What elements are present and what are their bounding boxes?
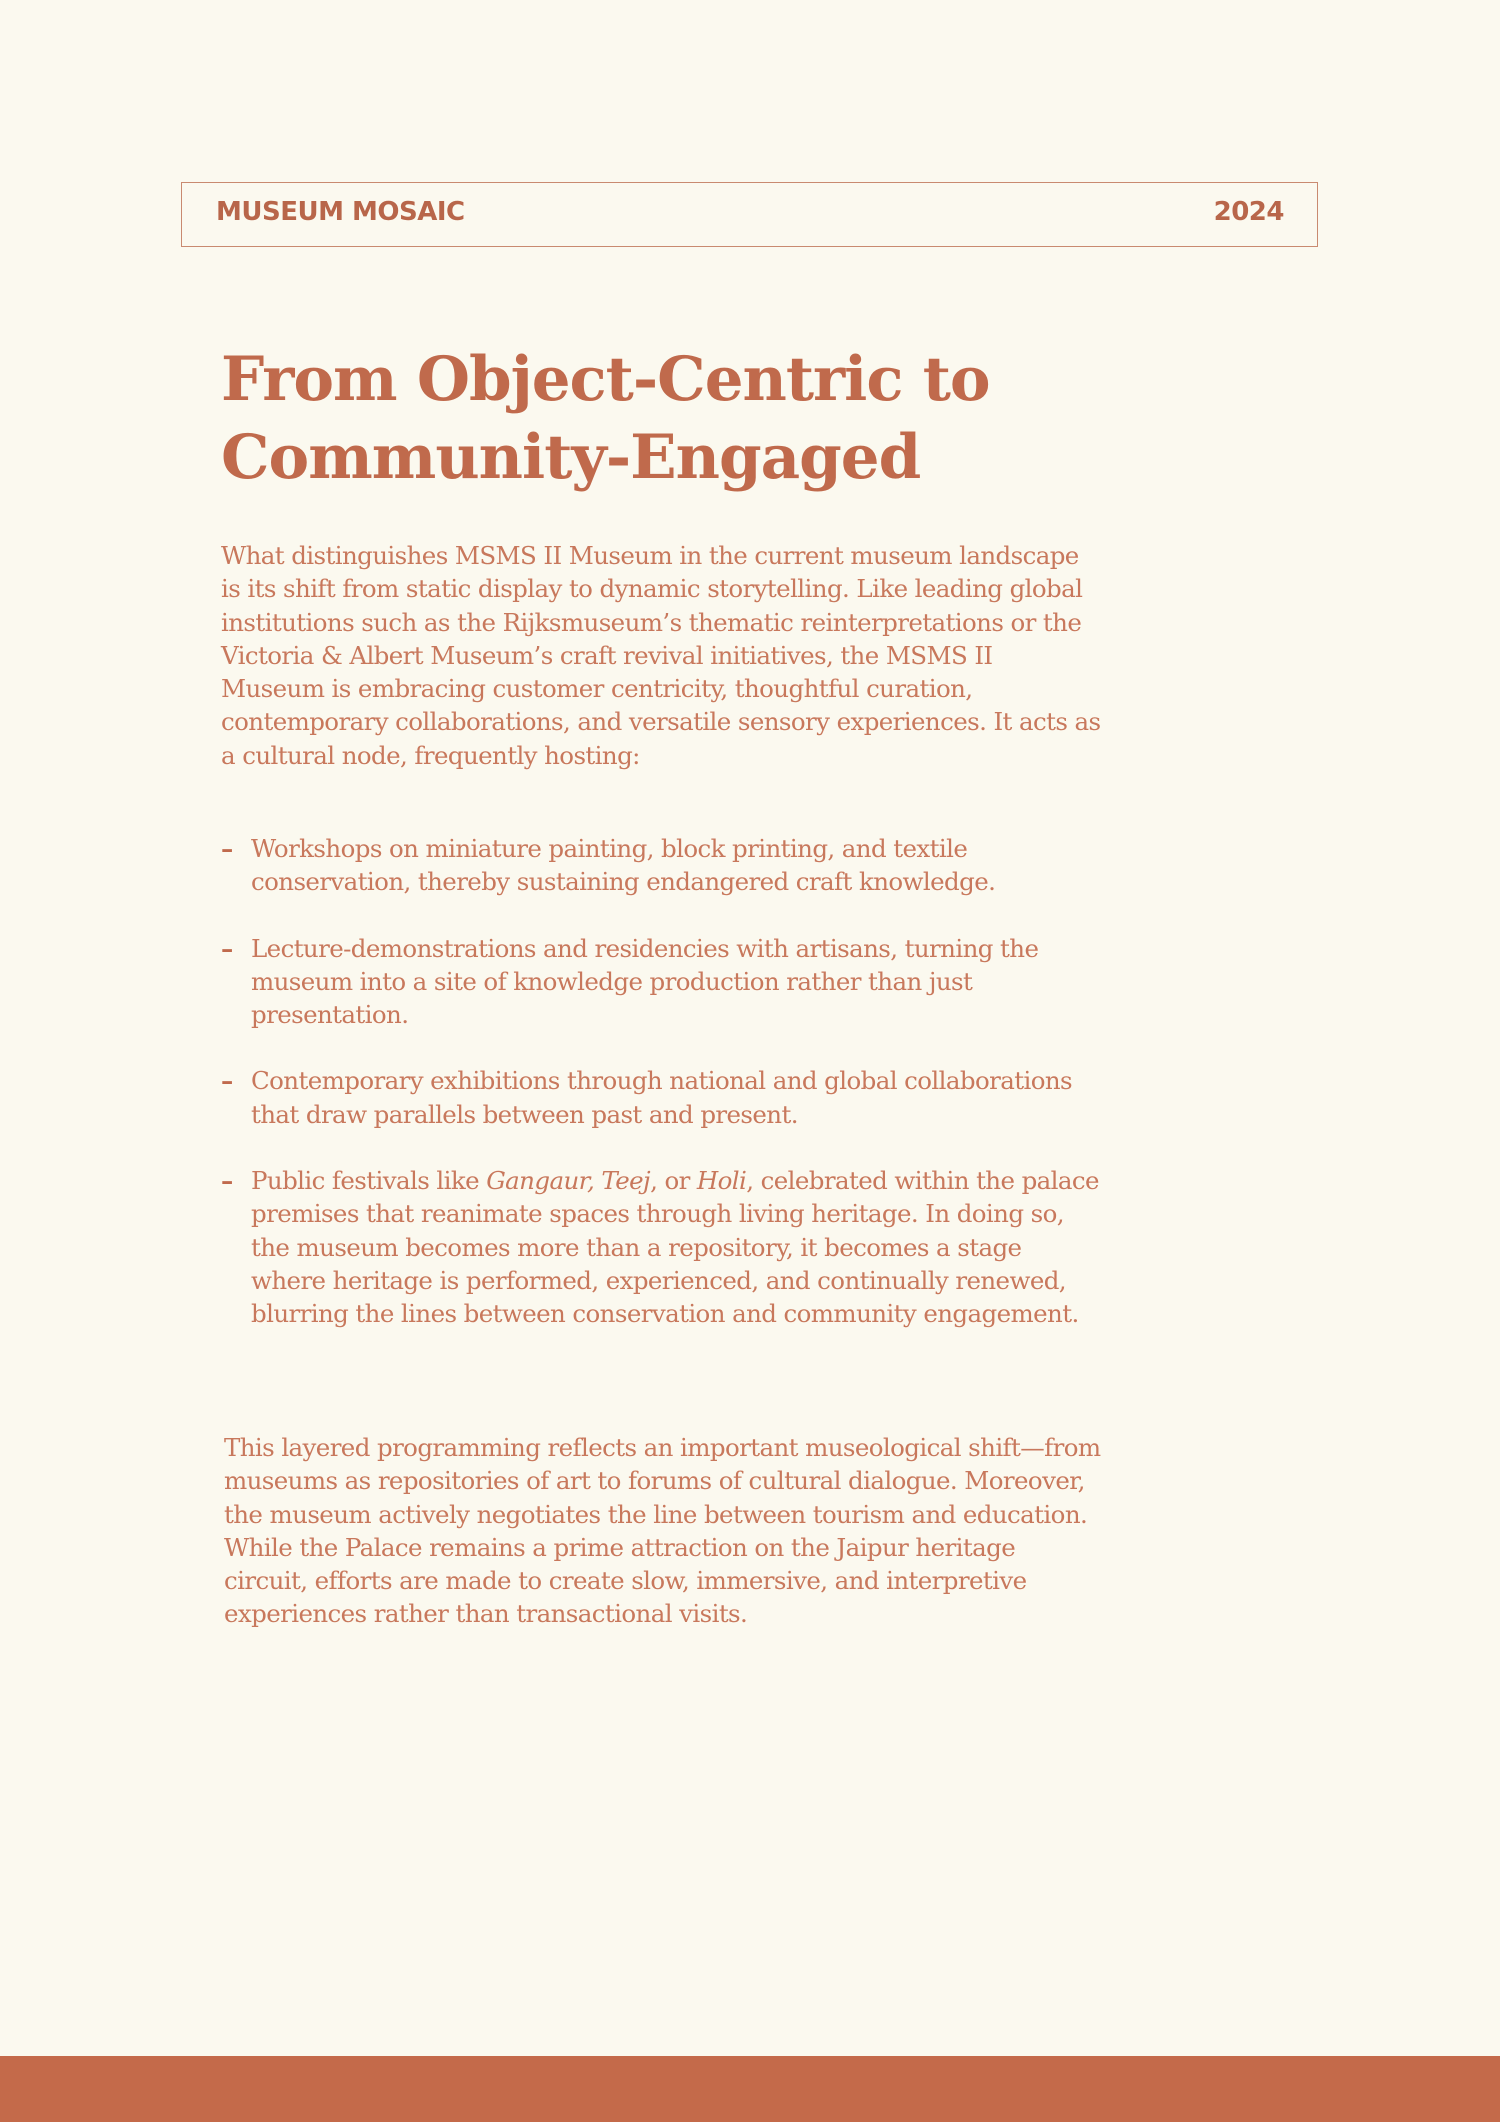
- dash-bullet-icon: –: [221, 1066, 233, 1096]
- festival-names-gangaur-teej: Gangaur, Teej: [486, 1166, 651, 1196]
- header-box: [181, 182, 1318, 247]
- festival-name-holi: Holi: [696, 1166, 747, 1196]
- page-title-line-2: Community-Engaged: [221, 422, 921, 493]
- list-item-text: Contemporary exhibitions through national and global collaborations that draw parallels between past and present.: [251, 1066, 1073, 1129]
- dash-bullet-icon: –: [221, 933, 233, 963]
- festival-text-prefix: Public festivals like: [251, 1166, 487, 1196]
- list-item-text: Lecture-demonstrations and residencies with artisans, turning the museum into a site of knowledge production rather than just presentation.: [251, 933, 1039, 1030]
- footer-bar: [0, 2056, 1500, 2122]
- list-item: [221, 1164, 1101, 1330]
- page-title: [221, 341, 1121, 497]
- festival-text-suffix: , celebrated within the palace premises that reanimate spaces through living heritage. In doing so, the museum becomes more than a repository, it becomes a stage where heritage is performed, experienced, and continually renewed, blurring the lines between conservation and community engagement.: [251, 1166, 1099, 1329]
- list-item: [221, 832, 1101, 899]
- header-brand: MUSEUM MOSAIC: [216, 197, 465, 227]
- closing-paragraph: This layered programming reflects an important museological shift—from museums as repositories of art to forums of cultural dialogue. Moreover, the museum actively negotiates the line between tourism and education. While the Palace remains a prime attraction on the Jaipur heritage circuit, efforts are made to create slow, immersive, and interpretive experiences rather than transactional visits.: [224, 1433, 1101, 1629]
- programming-list: [221, 832, 1101, 1364]
- header-year: 2024: [1213, 197, 1284, 227]
- page-title-line-1: From Object-Centric to: [221, 344, 990, 415]
- list-item: [221, 1064, 1101, 1131]
- dash-bullet-icon: –: [221, 1166, 233, 1196]
- list-item: [221, 932, 1101, 1032]
- dash-bullet-icon: –: [221, 834, 233, 863]
- festival-separator: , or: [650, 1166, 697, 1196]
- list-item-text: Workshops on miniature painting, block printing, and textile conservation, thereby sustaining endangered craft knowledge.: [251, 834, 996, 897]
- intro-paragraph: What distinguishes MSMS II Museum in the current museum landscape is its shift from static display to dynamic storytelling. Like leading global institutions such as the Rijksmuseum’s thematic reinterpretations or the Victoria & Albert Museum’s craft revival initiatives, the MSMS II Museum is embracing customer centricity, thoughtful curation, contemporary collaborations, and versatile sensory experiences. It acts as a cultural node, frequently hosting:: [221, 541, 1101, 770]
